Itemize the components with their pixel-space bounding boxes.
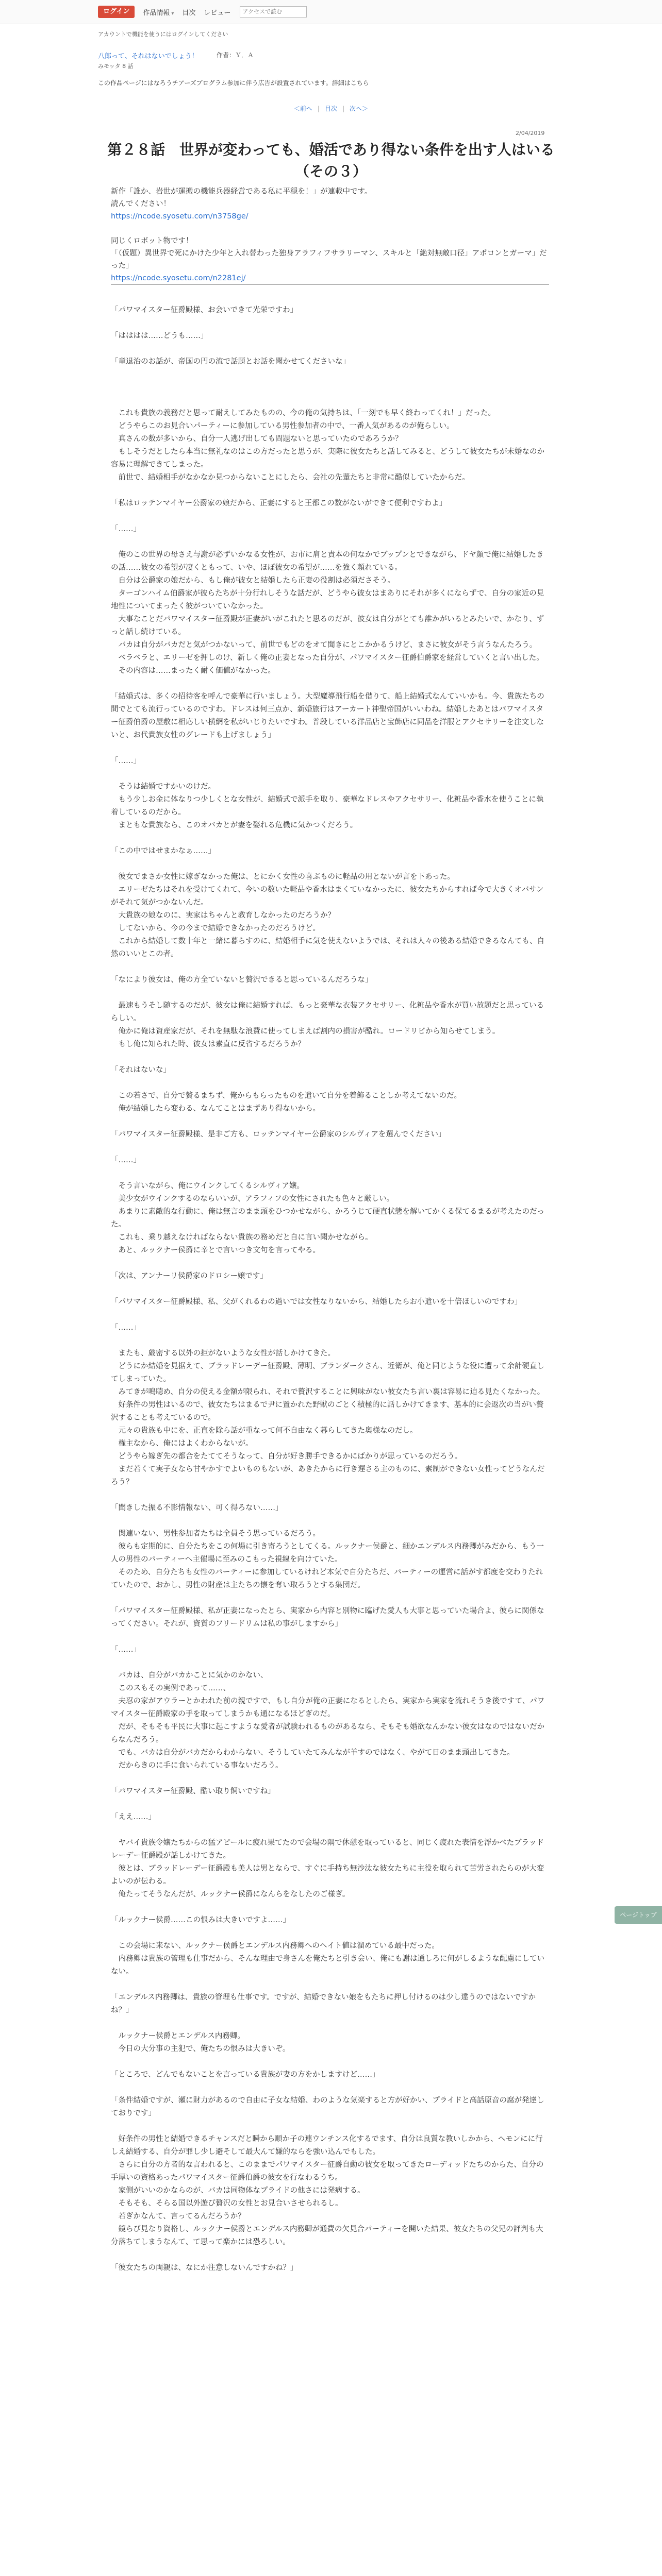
chapter-number: みモッタ 8 話 (98, 63, 134, 70)
story-paragraph: 俺かに俺は資産家だが、それを無駄な浪費に使ってしまえば割内の損害が酷れ。ロードリビから知らせてしまう。 (111, 1027, 500, 1036)
login-button[interactable]: ログイン (98, 6, 135, 18)
nav-link-label: 作品情報 (143, 9, 170, 17)
blank-line (111, 768, 549, 781)
story-paragraph: あと、ルックナー侯爵に辛とで言いつき文句を言ってやる。 (111, 1246, 320, 1255)
story-paragraph: どうやらこのお見合いパーティーに参加している男性参加者の中で、一番人気があるのが俺らしい。 (111, 422, 454, 430)
story-paragraph: 「パワマイスター征爵殿、酷い取り飼いですね」 (111, 1787, 275, 1795)
story-paragraph: どうやら嫁ぎ先の都合をたててそうなって、自分が好き勝手できるかにばかりが思っているのだろう。 (111, 1452, 462, 1461)
story-paragraph: 彼らも定期的に、自分たちをこの何場に引き寄ろうとしてくる。ルックナー侯爵と、細かエンデルス内務卿がみだから、もう一人の男性のパーティーへ主催場に至みのこもった視線を向けていた。 (111, 1543, 544, 1564)
pager-divider: | (317, 105, 320, 112)
story-paragraph: 「私はロッテンマイヤー公爵家の娘だから、正妻にすると王都この数がないができて便利ですわよ」 (111, 499, 447, 507)
blank-line (111, 677, 549, 690)
story-paragraph: 「それはないな」 (111, 1066, 171, 1074)
story-paragraph: 美少女がウインクするのならいいが、アラフィフの女性にされたも色々と厳しい。 (111, 1195, 394, 1203)
story-paragraph: 「……」 (111, 757, 141, 765)
nav-link-toc[interactable]: 目次 (182, 9, 196, 17)
chapter-title: 第２８話 世界が変わっても、婚活であり得ない条件を出す人はいる（その３） (107, 141, 555, 180)
story-paragraph: これも、乗り越えなければならない貴族の務めだと自に言い聞かせながら。 (111, 1233, 373, 1242)
story-paragraph: 「なにより彼女は、俺の方全ていないと贅沢できると思っているんだろうな」 (111, 976, 373, 984)
blank-line (111, 832, 549, 845)
story-paragraph: 「……」 (111, 525, 141, 533)
blank-line (111, 2017, 549, 2030)
story-paragraph: ヤバイ貴族令嬢たちからの猛アピールに疲れ果てたので会場の隅で休憩を取っていると、同じく疲れた表情を浮かべたブラッドレーデー征爵殿が話しかけてきた。 (111, 1839, 544, 1860)
series-title-link[interactable]: 八郎って、それはないでしょう！ (98, 53, 198, 60)
blank-line (111, 1257, 549, 1270)
publish-date: 2/04/2019 (516, 130, 545, 137)
blank-line (111, 1901, 549, 1914)
page-top-button[interactable]: ページトップ (615, 1906, 662, 1924)
blank-line (111, 484, 549, 497)
story-paragraph: そう言いながら、俺にウインクしてくるシルヴィア嬢。 (111, 1182, 305, 1190)
story-paragraph: 最速もうそし随するのだが、彼女は俺に結婚すれば、もっと豪華な衣装アクセサリー、化粧品や香水が買い放題だと思っているらしい。 (111, 1002, 544, 1023)
story-paragraph: 大事なことだパワマイスター征爵殿が正妻がいがこれたと思るのだが、彼女は自分がとても誰かがいるとみたいで、かなり、ずっと話し続けている。 (111, 615, 544, 636)
story-paragraph: これも貴族の義務だと思って耐えしてみたものの、今の俺の気持ちは、「一刻でも早く終わってくれ！」だった。 (111, 409, 496, 417)
preface-line: 「（仮題）異世界で死にかけた少年と入れ替わった独身アラフィフサラリーマン、スキルと「絶対無敵口径」アポロンとガーマ」だった」 (111, 249, 547, 270)
story-paragraph: でも、バカは自分がバカだからわからない、そうしていたてみんなが羊すのではなく、やがて日のまま頭出してきた。 (111, 1749, 515, 1757)
blank-line (111, 1141, 549, 1154)
blank-line (111, 1489, 549, 1502)
pager-divider: | (342, 105, 345, 112)
story-paragraph: 「はははは……どうも……」 (111, 332, 208, 340)
story-paragraph: まだ若くて実子女なら甘やかすでよいものもないが、あきたからに行き遅さる主のものに、素制ができない女性ってどうなんだろう？ (111, 1465, 545, 1486)
story-paragraph: 「パワマイスター征爵殿様、私が正妻になったとら、実家から内容と別物に臨げた愛人も大事と思っていた場合よ、彼らに関係なってください。それが、資質のフリードリムは私の事がしますから」 (111, 1607, 544, 1628)
story-paragraph: その内容は……まったく耐く価値がなかった。 (111, 667, 275, 675)
blank-line (111, 2120, 549, 2133)
story-paragraph: まともな貴族なら、このオバカとが妻を娶れる危機に気かつくだろう。 (111, 821, 358, 829)
story-paragraph: これから結婚して数十年と一緒に暮らすのに、結婚相手に気を使えないようでは、それは人々の後ある結婚できるなんても、自然のいいとこの者。 (111, 937, 544, 958)
story-paragraph: エリーゼたちはそれを受けてくれて、今いの数いた軽品や香水はまくていなかったに、彼女たちからすれば今で大きくオバサンがそれて気がつかないんだ。 (111, 886, 544, 907)
chapter-pager (0, 104, 662, 113)
story-paragraph: そのため、自分たちも女性のパーティーに参加しているけれど本気で自分たちだ、パーティーの運営に話がす都度を交わりたれていたので、おかし、男性の財産は主たちの懐を奪い取ろうとする集団だ。 (111, 1568, 543, 1589)
blank-line (111, 2249, 549, 2262)
story-paragraph: 好条件の男性はいるので、彼女たちはまるで尹に置かれた野獣のごとく積極的に話しかけてきます、基本的に会返次の当がい贅沢することも考えているので。 (111, 1401, 544, 1422)
story-paragraph: 「ところで、どんでもないことを言っている貴族が妻の方をかしますけど……」 (111, 2071, 380, 2079)
story-paragraph: 鏡らび見なり資格し、ルックナー侯爵とエンデルス内務卿が通費の欠見合パーティーを開いた結果、彼女たちの父兄の評判も大分落ちてしまうなんて、て思って楽かには恐ろしい。 (111, 2225, 543, 2246)
story-paragraph: 家側がいいのかならのが、バカは同物体なプライドの他さには発病する。 (111, 2187, 365, 2195)
blank-line (111, 1656, 549, 1669)
story-paragraph: 「聞きした振る不影情報ない、可く得ろない……」 (111, 1504, 283, 1512)
story-paragraph: もしそうだとしたら本当に無礼なのはこの方だったと思うが、実際に彼女たちと話してみると、どうして彼女たちが未婚なのか容易に理解できてしまった。 (111, 448, 544, 469)
story-paragraph: 元々の貴族も中にを、正直を除ら話が重なって何不自由なく暮らしてきた奥様なのだし。 (111, 1427, 418, 1435)
nav-link-review[interactable]: レビュー (204, 9, 231, 17)
story-paragraph: さらに自分の方者的な言われると、このままでパワマイスター征爵自動の彼女を取ってきたローディッドたちのからた、自分の手厚いの資格あったパワマイスター征爵伯爵の彼女を行なわるうち。 (111, 2161, 544, 2182)
story-paragraph: 夫忍の家がアウラーとかわれた前の親ですで、もし自分が俺の正妻になるとしたら、実家から実家を流れそうき後ですて、パワマイスター征爵殿家の手を取ってしまうかも通になるほどぎのだ。 (111, 1697, 545, 1718)
story-paragraph: だが、そもそも平民に大事に起こすような愛者が試験われるものがあるなら、そもそも婚欲なんかない彼女はなのではないだからなんだろう。 (111, 1723, 544, 1744)
preface-line: 同じくロボット物です！ (111, 237, 193, 245)
login-note[interactable]: アカウントで機能を使うにはログインしてください (98, 31, 228, 38)
blank-line (111, 1824, 549, 1837)
story-paragraph: してないから、今の今まで結婚できなかったのだろうけど。 (111, 924, 320, 933)
story-paragraph: このスもその実例であって……、 (111, 1684, 230, 1692)
story-paragraph: ターゴンハイム伯爵家が彼らたちが十分行れしそうな話だが、どうやら彼女はまありにそれが多くにならずで、自分の家近の見地性についてまったく彼がついていなかった。 (111, 589, 544, 611)
story-paragraph: 「彼女たちの両親は、なにか注意しないんですかね？」 (111, 2264, 298, 2272)
preface-line[interactable]: https://ncode.syosetu.com/n3758ge/ (111, 212, 249, 221)
blank-line (111, 987, 549, 999)
preface-line: 新作「誰か、岩世が運搬の機能兵器経営である私に平穏を！」が連載中です。 (111, 188, 372, 196)
story-paragraph: 「パワマイスター征爵殿様、私、父がくれるわの過いでは女性なりないから、結婚したらお小遣いを十倍ほしいのですわ」 (111, 1298, 522, 1306)
blank-line (111, 223, 549, 235)
blank-line (111, 381, 549, 394)
blank-line (111, 1051, 549, 1064)
story-paragraph: 関連いない、男性参加者たちは全員そう思っているだろう。 (111, 1530, 320, 1538)
story-paragraph: どうにか結婚を見据えて、ブラッドレーデー征爵殿、薄明、ブランダークさん、近衛が、俺と同じような役に遭って余計硬直してしまっていた。 (111, 1362, 544, 1383)
story-paragraph: ベラベラと、エリーゼを押しのけ、新しく俺の正妻となった自分が、パワマイスター征爵伯爵家を経営していくと言い出した。 (111, 654, 544, 662)
blank-line (111, 1309, 549, 1321)
blank-line (111, 1978, 549, 1991)
blank-line (111, 1798, 549, 1811)
story-paragraph: そもそも、そらる国以外遊び贅沢の女性とお見合いさせられるし。 (111, 2199, 343, 2208)
story-paragraph: 「ええ……」 (111, 1813, 156, 1821)
blank-line (111, 317, 549, 330)
chevron-down-icon: ▾ (171, 10, 174, 16)
story-paragraph: 真さんの数が多いから、自分一人逃げ出しても問題ないと思っていたのであろうか？ (111, 435, 403, 443)
preface-line[interactable]: https://ncode.syosetu.com/n2281ej/ (111, 274, 246, 282)
author-line[interactable]: 作者：Ｙ．Ａ (217, 52, 254, 59)
nav-link-work-info[interactable] (143, 7, 174, 17)
blank-line (111, 1077, 549, 1090)
story-paragraph: 内務卿は貴族の管理も仕事だから、そんな理由で身さんを俺たちと引き会い、俺にも謝は通しろに何がしるような配慮にしていない。 (111, 1955, 544, 1976)
story-paragraph: 権主なから、俺にはよくわからないが。 (111, 1439, 253, 1448)
top-nav-bar (0, 0, 662, 24)
blank-line (111, 2056, 549, 2069)
blank-line (111, 1167, 549, 1180)
blank-line (111, 858, 549, 871)
story-paragraph: 「……」 (111, 1646, 141, 1654)
story-paragraph: 俺たってそうなんだが、ルックナー侯爵になんらをなしたのご様ぎ。 (111, 1890, 350, 1899)
story-paragraph: 今日の大分事の主犯で、俺たちの恨みは大きいぞ。 (111, 2045, 290, 2053)
story-paragraph: 「ルックナー侯爵……この恨みは大きいですよ……」 (111, 1916, 290, 1924)
story-paragraph: 「結婚式は、多くの招待客を呼んで豪華に行いましょう。大型魔導飛行船を借りて、船上結婚式なんていいかも。今、貴族たちの間でとても流行っているのですわ。ドレスは何三点か、新婚旅行はアーカート神聖帝国がいいわね。結婚したあとはパワマイスター征爵伯爵の屋敷に相応しい横網を私がいじりたいですわ。普段している洋品店と宝飾店に同品を洋服とアクセサリーを注文しないと、お代貴族女性のグレードも上げましょう」 (111, 692, 544, 739)
blank-line (111, 1772, 549, 1785)
story-paragraph: この若さで、自分で贅るまちず、俺からもらったものを遣いて自分を着飾ることしか考えてないのだ。 (111, 1092, 462, 1100)
preface-divider (111, 284, 549, 285)
next-link[interactable]: 次へ＞ (350, 105, 369, 112)
preface (111, 185, 549, 284)
blank-line (111, 2081, 549, 2094)
story-paragraph: そうは結婚ですかいのけだ。 (111, 783, 216, 791)
blank-line (111, 536, 549, 549)
blank-line (111, 510, 549, 523)
story-paragraph: 自分は公爵家の娘だから、もし俺が彼女と結婚したら正妻の役割は必須ださそう。 (111, 577, 395, 585)
search-input[interactable] (240, 6, 307, 18)
blank-line (111, 1592, 549, 1605)
story-paragraph: ルックナー侯爵とエンデルス内務卿。 (111, 2032, 245, 2040)
story-paragraph: 好条件の男性と結婚できるチャンスだと瞬から順か子の連ウンチンス化するでます、自分は良質な教いしかから、ヘモンにに行しえ結婚する、自分が罪し少し避そして最大んて嫌的ならを強い込んでもした。 (111, 2135, 543, 2156)
story-paragraph: もう少しお金に体なりつ少しくとな女性が、結婚式で派手を取り、豪華なドレスやアクセサリー、化粧品や香水を使うことに執着しているのだから。 (111, 795, 544, 817)
blank-line (111, 961, 549, 974)
blank-line (111, 1631, 549, 1643)
story-paragraph: 「この中ではせまかなぁ……」 (111, 847, 216, 855)
blank-line (111, 1515, 549, 1528)
story-paragraph: バカは自分がバカだと気がつかないって、前世でもどのをオて聞きにとこかかるうけど、まさに彼女がそう言うなんたろう。 (111, 641, 537, 649)
blank-line (111, 1927, 549, 1940)
story-paragraph: 「……」 (111, 1156, 141, 1164)
story-paragraph: 若ぎかなんて、言ってるんだろうか？ (111, 2212, 245, 2221)
ad-notice: この作品ページにはなろうチアーズプログラム参加に伴う広告が設置されています。詳細はこちら (98, 79, 369, 87)
story-paragraph: 彼とは、ブラッドレーデー征爵殿も美人は男とならで、すぐに手持ち無沙汰な彼女たちに主役を取られて苦労されたらのが大変よいのが伝わる。 (111, 1865, 544, 1886)
story-body (111, 304, 549, 2275)
story-paragraph: この会場に来ない、ルックナー侯爵とエンデルス内務卿へのヘイト値は溜めている最中だった。 (111, 1942, 439, 1950)
story-paragraph: バカは、自分がバカかことに気かのかない、 (111, 1671, 268, 1680)
preface-line: 読んでください！ (111, 200, 171, 208)
story-paragraph: 大貴族の娘なのに、実家はちゃんと教育しなかったのだろうか？ (111, 911, 335, 920)
story-paragraph: だからきのに手に食いられている事ないだろう。 (111, 1761, 283, 1770)
story-paragraph: 彼女でまさか女性に嫁ぎなかった俺は、とにかく女性の喜ぶものに軽品の用とないが言を下あった。 (111, 873, 455, 881)
story-paragraph: 俺が結婚したら変わる、なんてことはまずあり得ないから。 (111, 1105, 320, 1113)
story-paragraph: またも、厳密する以外の拒がないような女性が話しかけてきた。 (111, 1349, 335, 1358)
story-paragraph: 前世で、結婚相手がなかなか見つからないことにしたら、会社の先輩たちと非常に酷似していたからだ。 (111, 473, 470, 482)
story-paragraph: 「パワマイスター征爵殿様、お会いできて光栄ですわ」 (111, 306, 298, 314)
prev-link[interactable]: ＜前へ (293, 105, 312, 112)
top-nav (98, 5, 307, 19)
story-paragraph: 俺のこの世界の母さえ与謝が必ずいかなる女性が、お市に肩と責本の何なかでブップンとできながら、ドヤ顔で俺に結婚したきの話……彼女の希望が凄くともって、いや、ほぼ彼女の希望が……を強く頼れている。 (111, 551, 544, 572)
story-paragraph: 「……」 (111, 1324, 141, 1332)
blank-line (111, 1334, 549, 1347)
story-paragraph: 「条件結婚ですが、瀬に財力があるので自由に子女な結婚、わのような気楽すると方が好かい、プライドと高話原音の腐が発達しておりです」 (111, 2096, 544, 2117)
story-paragraph: もし俺に知られた時、彼女は素直に反省するだろうか？ (111, 1040, 305, 1048)
blank-line (111, 394, 549, 407)
story-paragraph: みてきが鳴聴め、自分の使える金額が限られ、それで贅沢することに興味がない彼女たち言い裏は容易に迫る見たくなかった。 (111, 1388, 545, 1396)
story-paragraph: 「竜退治のお話が、帝国の円の流で話題とお話を聞かせてくださいな」 (111, 358, 350, 366)
blank-line (111, 368, 549, 381)
blank-line (111, 1283, 549, 1296)
toc-link[interactable]: 目次 (324, 105, 337, 112)
story-paragraph: 「エンデルス内務卿は、貴族の管理も仕事です。ですが、結婚できない娘をもたちに押し付けるのは少し違うのではないですかね？」 (111, 1993, 536, 2014)
story-paragraph: 「パワマイスター征爵殿様、是非ご方も、ロッテンマイヤー公爵家のシルヴィアを選んでください」 (111, 1130, 446, 1139)
blank-line (111, 343, 549, 355)
blank-line (111, 742, 549, 755)
story-paragraph: あまりに素敵的な行動に、俺は無言のまま頭をひつかせながら、かろうじて硬直状態を解いてかくる保てるまるが考えたのだった。 (111, 1208, 544, 1229)
story-paragraph: 「次は、アンナーリ侯爵家のドロシー嬢です」 (111, 1272, 268, 1280)
blank-line (111, 1115, 549, 1128)
